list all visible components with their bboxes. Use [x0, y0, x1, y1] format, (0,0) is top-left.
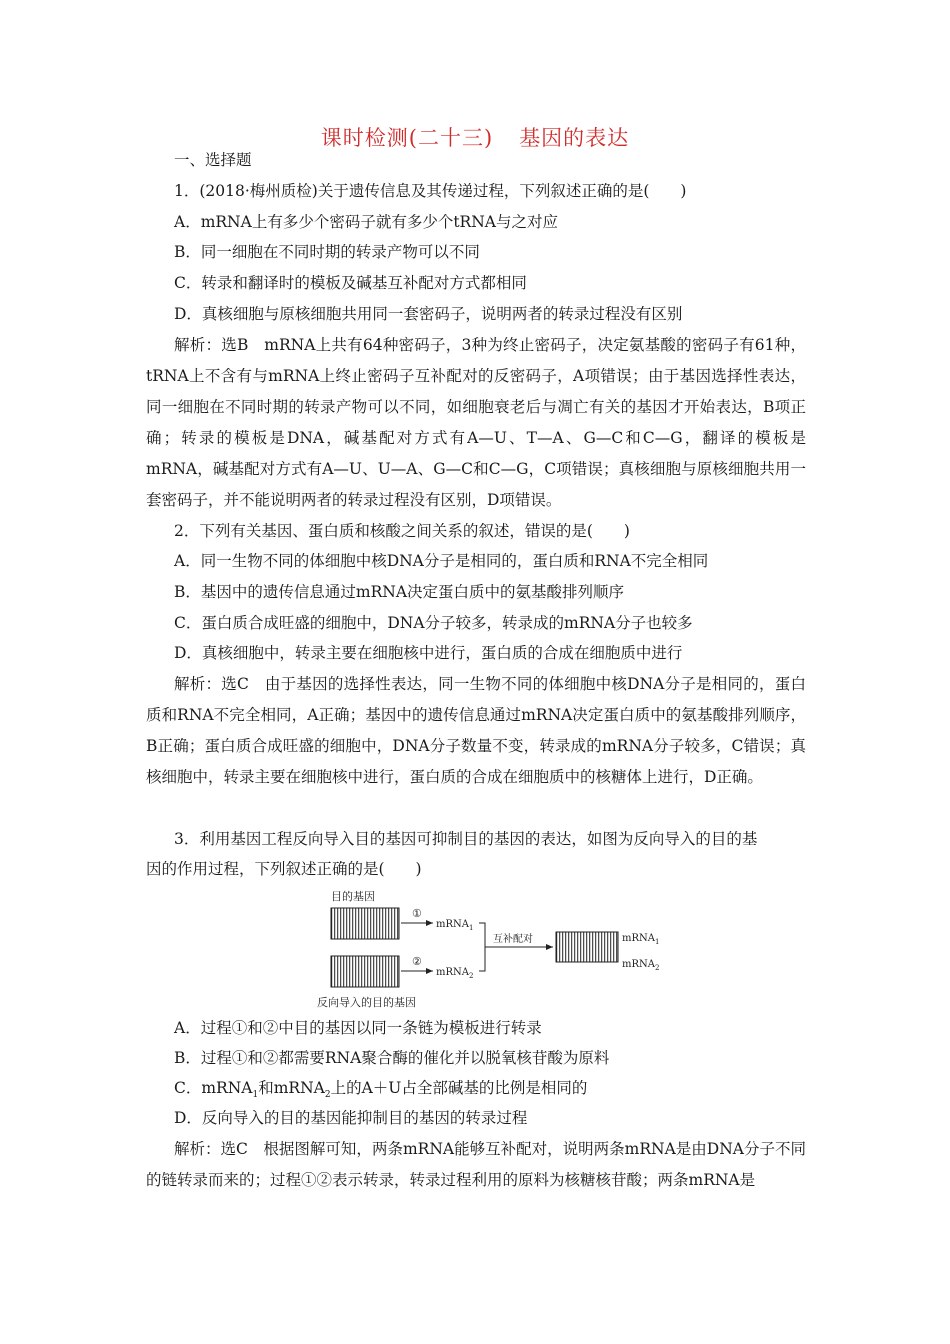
q3-option-a: A．过程①和②中目的基因以同一条链为模板进行转录 [174, 1019, 542, 1037]
gene-label: 目的基因 [331, 890, 375, 903]
q3-c-post: 上的A＋U占全部碱基的比例是相同的 [330, 1079, 588, 1097]
q1-option-b: B．同一细胞在不同时期的转录产物可以不同 [174, 243, 480, 261]
title-topic: 基因的表达 [519, 126, 630, 150]
page-title [0, 122, 950, 152]
q1-analysis: 解析：选B mRNA上共有64种密码子，3种为终止密码子，决定氨基酸的密码子有61种，tRNA上不含有与mRNA上终止密码子互补配对的反密码子，A项错误；由于基因选择性表达，同一细胞在不同时期的转录产物可以不同，如细胞衰老后与凋亡有关的基因才开始表达，B项正确；转录的模板是DNA，碱基配对方式有A—U、T—A、G—C和C—G，翻译的模板是mRNA，碱基配对方式有A—U、U—A、G—C和C—G，C项错误；真核细胞与原核细胞共用一套密码子，并不能说明两者的转录过程没有区别，D项错误。 [146, 336, 806, 509]
mrna1-text: mRNA [436, 919, 469, 930]
mrna2-label-right [622, 959, 659, 972]
q2-option-c: C．蛋白质合成旺盛的细胞中，DNA分子较多，转录成的mRNA分子也较多 [174, 614, 693, 632]
mrna2-text: mRNA [436, 967, 469, 978]
mrna2-sub: 2 [468, 972, 474, 980]
mrna1-label-right [622, 933, 659, 946]
q3-c-sub2: 2 [324, 1090, 331, 1101]
target-gene-block [331, 908, 399, 939]
duplex-block [556, 932, 618, 962]
mrna1-label-left [436, 919, 473, 932]
q2-analysis: 解析：选C 由于基因的选择性表达，同一生物不同的体细胞中核DNA分子是相同的，蛋白质和RNA不完全相同，A正确；基因中的遗传信息通过mRNA决定蛋白质中的氨基酸排列顺序，B正确；蛋白质合成旺盛的细胞中，DNA分子数量不变，转录成的mRNA分子较多，C错误；真核细胞中，转录主要在细胞核中进行，蛋白质的合成在细胞质中的核糖体上进行，D正确。 [146, 675, 806, 786]
reverse-gene-label: 反向导入的目的基因 [317, 996, 416, 1009]
q1-option-a: A．mRNA上有多少个密码子就有多少个tRNA与之对应 [174, 213, 558, 231]
title-main: 课时检测(二十三) [320, 126, 494, 150]
q3-stem-line1: 3．利用基因工程反向导入目的基因可抑制目的基因的表达，如图为反向导入的目的基 [174, 830, 758, 848]
q2-option-a: A．同一生物不同的体细胞中核DNA分子是相同的，蛋白质和RNA不完全相同 [174, 552, 709, 570]
q3-analysis: 解析：选C 根据图解可知，两条mRNA能够互补配对，说明两条mRNA是由DNA分子不同的链转录而来的；过程①②表示转录，转录过程利用的原料为核糖核苷酸；两条mRNA是 [146, 1140, 806, 1189]
q3-stem-line2: 因的作用过程，下列叙述正确的是( ) [146, 860, 422, 878]
mrna1-right-text: mRNA [622, 933, 655, 944]
section-heading: 一、选择题 [174, 151, 252, 169]
q3-option-d: D．反向导入的目的基因能抑制目的基因的转录过程 [174, 1109, 528, 1127]
mrna2-right-text: mRNA [622, 959, 655, 970]
gene-expression-figure [313, 884, 673, 1012]
q1-stem: 1．(2018·梅州质检)关于遗传信息及其传递过程，下列叙述正确的是( ) [174, 182, 687, 200]
q3-c-sub1: 1 [252, 1090, 259, 1101]
mrna1-right-sub: 1 [654, 938, 660, 946]
mrna1-sub: 1 [468, 924, 474, 932]
q2-stem: 2．下列有关基因、蛋白质和核酸之间关系的叙述，错误的是( ) [174, 522, 630, 540]
merge-bracket [479, 923, 485, 971]
q3-c-mid: 和mRNA [258, 1079, 325, 1097]
q1-option-c: C．转录和翻译时的模板及碱基互补配对方式都相同 [174, 274, 527, 292]
q3-option-b: B．过程①和②都需要RNA聚合酶的催化并以脱氧核苷酸为原料 [174, 1049, 610, 1067]
mrna2-right-sub: 2 [654, 964, 660, 972]
q2-option-b: B．基因中的遗传信息通过mRNA决定蛋白质中的氨基酸排列顺序 [174, 583, 625, 601]
q3-c-pre: C．mRNA [174, 1079, 253, 1097]
q3-option-c [174, 1078, 834, 1105]
q1-option-d: D．真核细胞与原核细胞共用同一套密码子，说明两者的转录过程没有区别 [174, 305, 683, 323]
pairing-label: 互补配对 [493, 934, 533, 945]
q2-option-d: D．真核细胞中，转录主要在细胞核中进行，蛋白质的合成在细胞质中进行 [174, 644, 683, 662]
step-2-label: ② [412, 955, 422, 968]
reverse-gene-block [331, 956, 399, 987]
step-1-label: ① [412, 907, 422, 920]
mrna2-label-left [436, 967, 473, 980]
